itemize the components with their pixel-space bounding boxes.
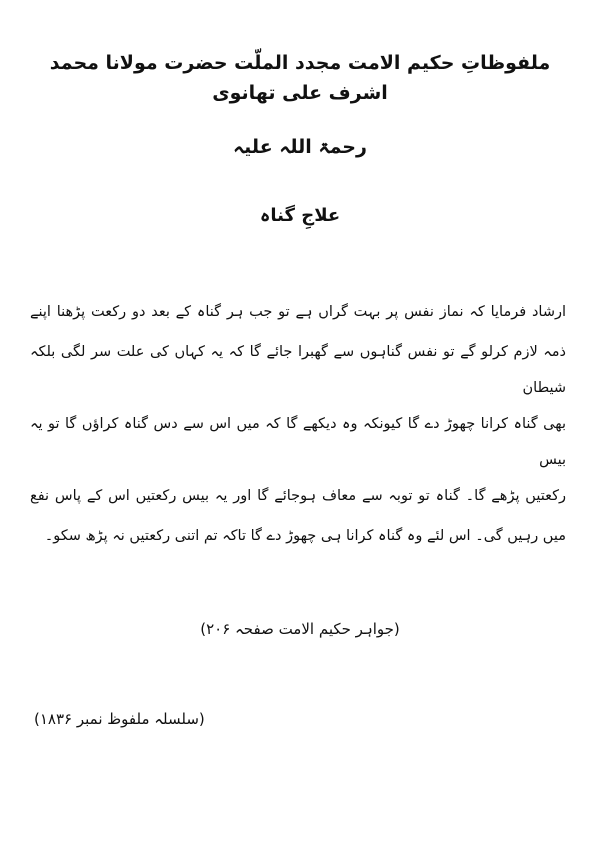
source-reference: (جواہر حکیم الامت صفحہ ۲۰۶) — [200, 620, 400, 638]
body-line: ارشاد فرمایا کہ نماز نفس پر بہت گراں ہے تو جب ہر گناہ کے بعد دو رکعت پڑھنا اپنے — [30, 304, 566, 320]
series-number: (سلسلہ ملفوظ نمبر ۱۸۳۶) — [34, 710, 205, 728]
body-line: بھی گناہ کرانا چھوڑ دے گا کیونکہ وہ دیکھے گا کہ میں اس سے دس گناہ کراؤں گا تو یہ بیس — [30, 416, 566, 468]
section-heading: علاجِ گناہ — [259, 205, 341, 226]
body-paragraph — [24, 294, 576, 558]
series-number-row — [24, 706, 576, 732]
body-line: رکعتیں پڑھے گا۔ گناہ تو توبہ سے معاف ہوجائے گا اور یہ بیس رکعتیں اس کے پاس نفع — [30, 488, 566, 504]
body-line: میں رہیں گی۔ اس لئے وہ گناہ کرانا ہی چھوڑ دے گا تاکہ تم اتنی رکعتیں نہ پڑھ سکو۔ — [44, 528, 566, 544]
document-title: ملفوظاتِ حکیم الامت مجدد الملّت حضرت مولانا محمد اشرف علی تھانوی — [49, 52, 551, 104]
document-title-honorific: رحمۃ اللہ علیہ — [233, 136, 367, 158]
body-line: ذمہ لازم کرلو گے تو نفس گناہوں سے گھبرا جائے گا کہ یہ کہاں کی علت سر لگی بلکہ شیطان — [30, 344, 566, 396]
